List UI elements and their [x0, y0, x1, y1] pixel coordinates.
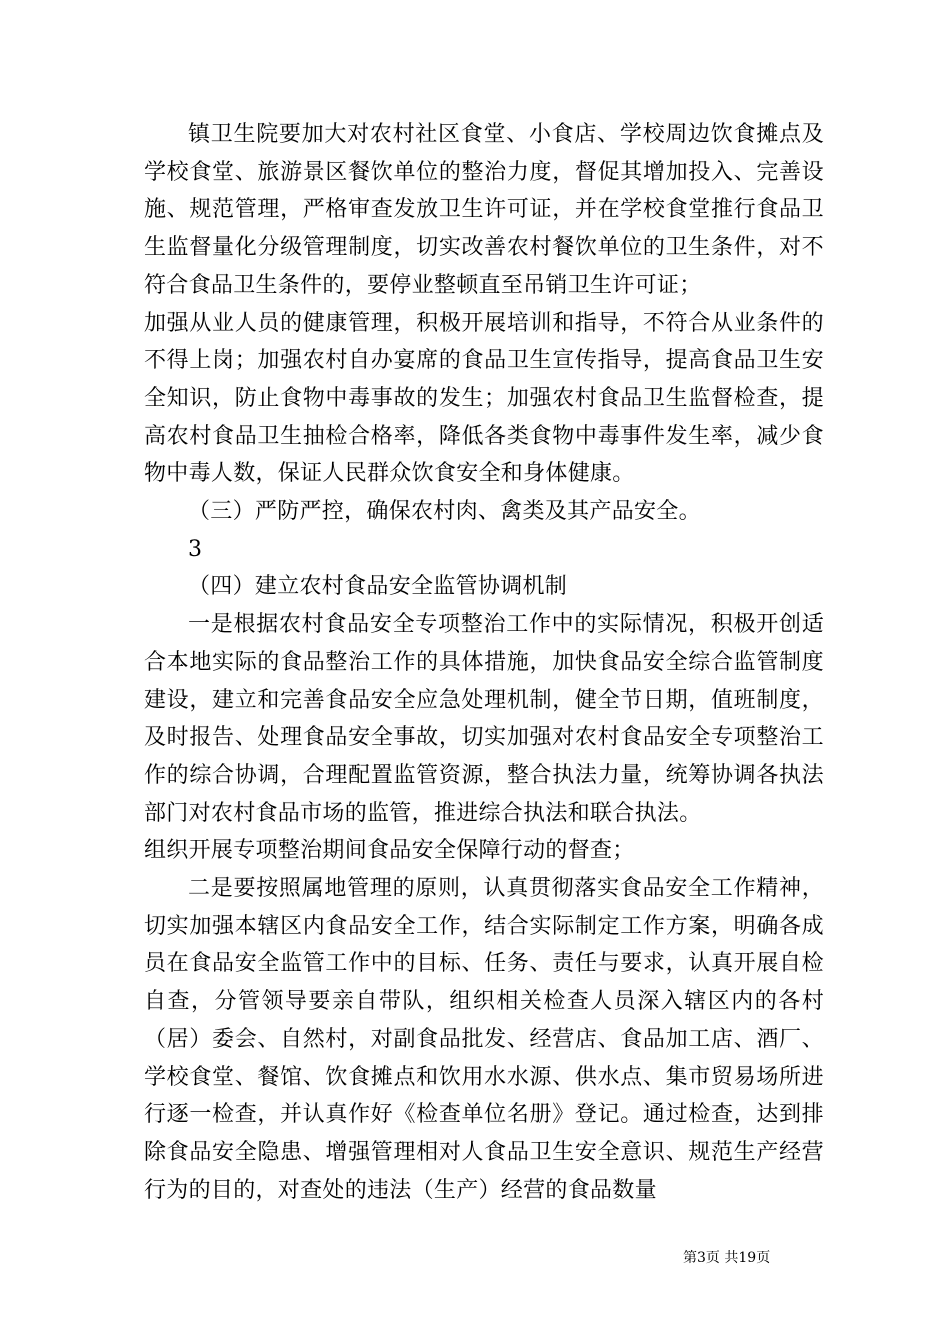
- section-heading-three: （三）严防严控，确保农村肉、禽类及其产品安全。: [188, 499, 701, 525]
- page-number: [683, 1249, 770, 1267]
- total-page-number: 19: [738, 1250, 757, 1266]
- paragraph-supervision-inspection: 组织开展专项整治期间食品安全保障行动的督查；: [144, 838, 635, 864]
- paragraph-food-outlet-rectification: 镇卫生院要加大对农村社区食堂、小食店、学校周边饮食摊点及学校食堂、旅游景区餐饮单位的整治力度，督促其增加投入、完善设施、规范管理，严格审查发放卫生许可证，并在学校食堂推行食品卫生监督量化分级管理制度，切实改善农村餐饮单位的卫生条件，对不符合食品卫生条件的，要停业整顿直至吊销卫生许可证；: [144, 122, 824, 298]
- inline-page-marker: 3: [188, 536, 203, 562]
- paragraph-point-one: 一是根据农村食品安全专项整治工作中的实际情况，积极开创适合本地实际的食品整治工作的具体措施，加快食品安全综合监管制度建设，建立和完善食品安全应急处理机制，健全节日期，值班制度，及时报告、处理食品安全事故，切实加强对农村食品安全专项整治工作的综合协调，合理配置监管资源，整合执法力量，统筹协调各执法部门对农村食品市场的监管，推进综合执法和联合执法。: [144, 612, 824, 826]
- current-page-number: 3: [697, 1250, 706, 1266]
- paragraph-point-two: 二是要按照属地管理的原则，认真贯彻落实食品安全工作精神，切实加强本辖区内食品安全工作，结合实际制定工作方案，明确各成员在食品安全监管工作中的目标、任务、责任与要求，认真开展自检自查，分管领导要亲自带队，组织相关检查人员深入辖区内的各村（居）委会、自然村，对副食品批发、经营店、食品加工店、酒厂、学校食堂、餐馆、饮食摊点和饮用水水源、供水点、集市贸易场所进行逐一检查，并认真作好《检查单位名册》登记。通过检查，达到排除食品安全隐患、增强管理相对人食品卫生安全意识、规范生产经营行为的目的，对查处的违法（生产）经营的食品数量: [144, 876, 824, 1203]
- page-number-prefix: 第: [683, 1250, 697, 1266]
- document-body: [144, 116, 824, 1209]
- paragraph-staff-health-management: 加强从业人员的健康管理，积极开展培训和指导，不符合从业条件的不得上岗；加强农村自办宴席的食品卫生宣传指导，提高食品卫生安全知识，防止食物中毒事故的发生；加强农村食品卫生监督检查，提高农村食品卫生抽检合格率，降低各类食物中毒事件发生率，减少食物中毒人数，保证人民群众饮食安全和身体健康。: [144, 310, 824, 487]
- page-number-suffix: 页: [756, 1250, 771, 1266]
- page-number-middle: 页 共: [705, 1250, 739, 1266]
- section-heading-four: （四）建立农村食品安全监管协调机制: [188, 574, 568, 600]
